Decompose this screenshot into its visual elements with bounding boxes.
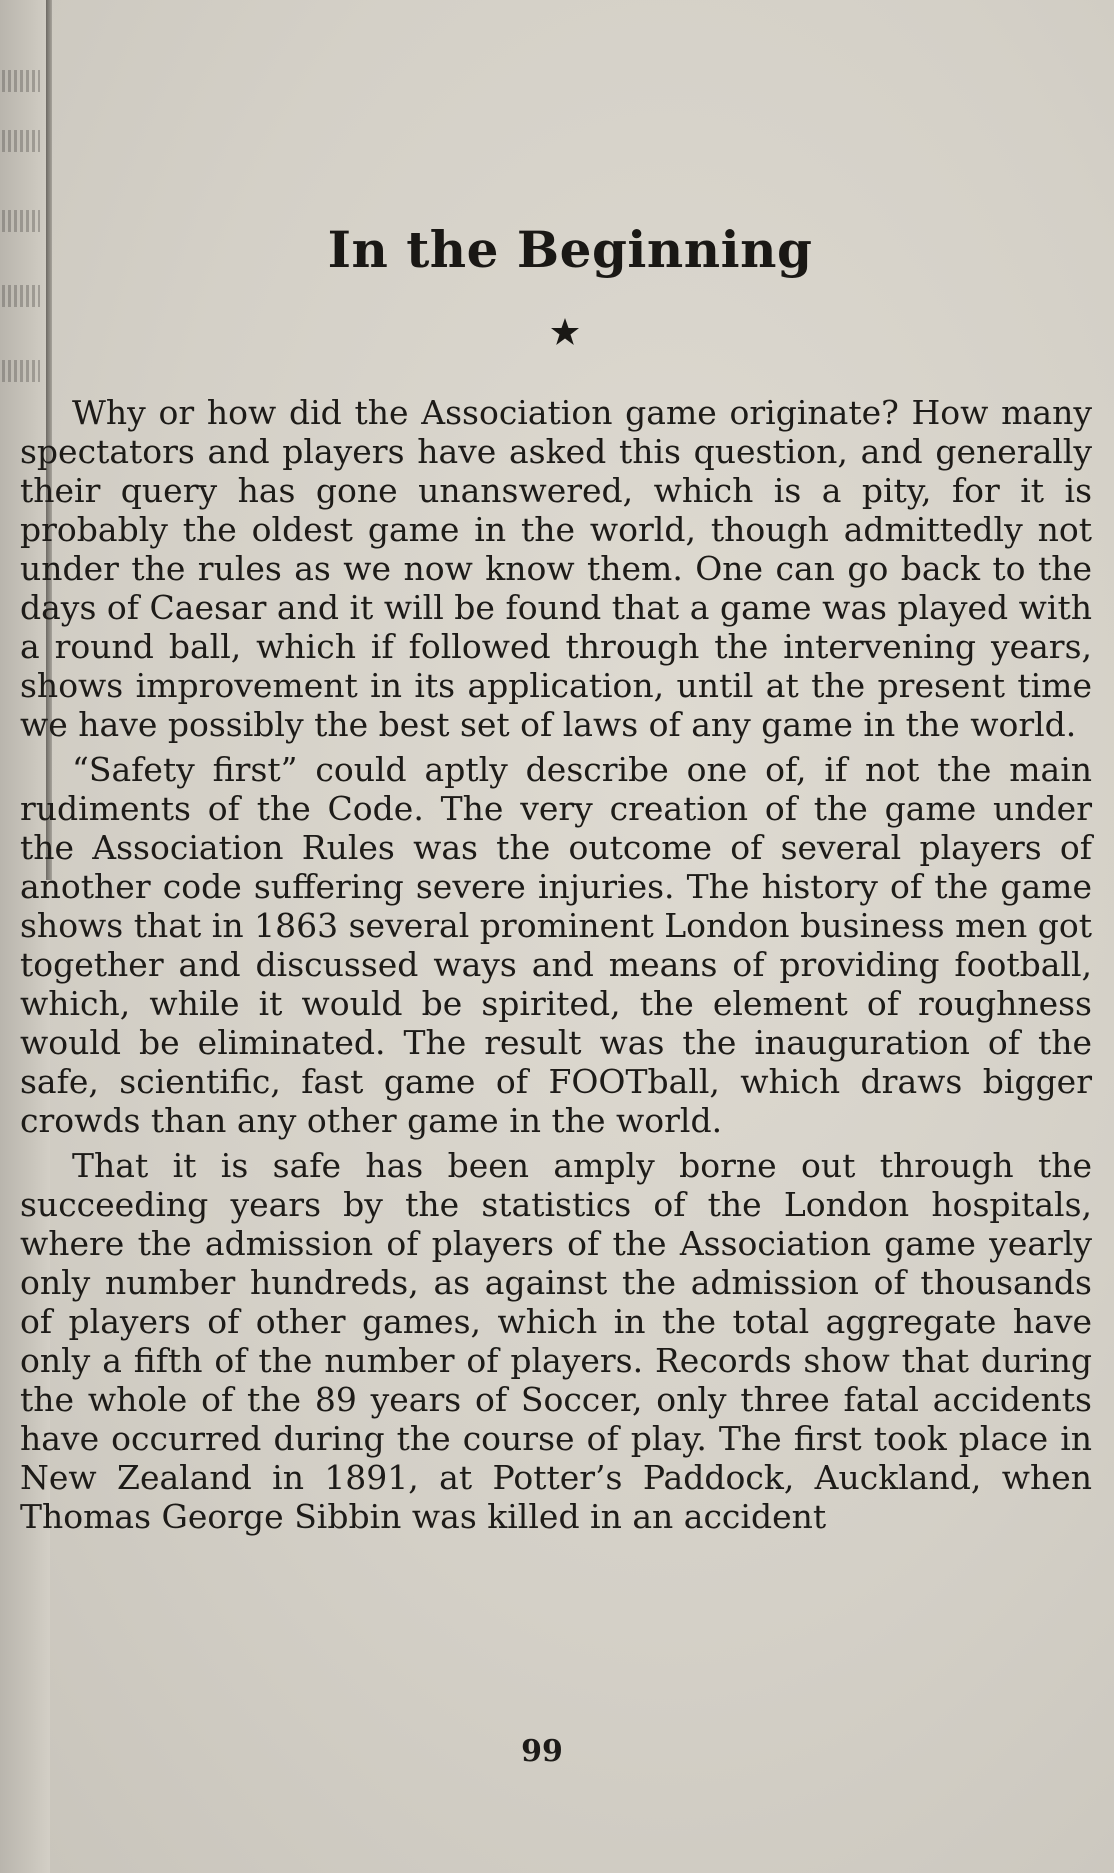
paragraph-origin: Why or how did the Association game originate? How many spectators and players have asked this question, and generally their query has gone unanswered, which is a pity, for it is probably the oldest game in the world, though admittedly not under the rules as we now know them. One can go back to the days of Caesar and it will be found that a game was played with a round ball, which if followed through the intervening years, shows improvement in its application, until at the present time we have possibly the best set of laws of any game in the world. (20, 393, 1092, 744)
body-text (20, 393, 1092, 1542)
paragraph-statistics: That it is safe has been amply borne out through the succeeding years by the statistics of the London hospitals, where the admission of players of the Association game yearly only number hundreds, as against the admission of thousands of players of other games, which in the total aggregate have only a fifth of the number of players. Records show that during the whole of the 89 years of Soccer, only three fatal accidents have occurred during the course of play. The first took place in New Zealand in 1891, at Potter’s Paddock, Auckland, when Thomas George Sibbin was killed in an accident (20, 1146, 1092, 1536)
facing-page-bleed (2, 285, 40, 307)
page-number: 99 (521, 1734, 563, 1769)
facing-page-bleed (2, 130, 40, 152)
star-ornament-icon (545, 312, 585, 352)
chapter-title: In the Beginning (327, 220, 813, 279)
facing-page-bleed (2, 210, 40, 232)
paragraph-safety-first: “Safety first” could aptly describe one of, if not the main rudiments of the Code. The very creation of the game under the Association Rules was the outcome of several players of another code suffering severe injuries. The history of the game shows that in 1863 several prominent London business men got together and discussed ways and means of providing football, which, while it would be spirited, the element of roughness would be eliminated. The result was the inauguration of the safe, scientific, fast game of FOOTball, which draws bigger crowds than any other game in the world. (20, 750, 1092, 1140)
facing-page-bleed (2, 70, 40, 92)
facing-page-bleed (2, 360, 40, 382)
